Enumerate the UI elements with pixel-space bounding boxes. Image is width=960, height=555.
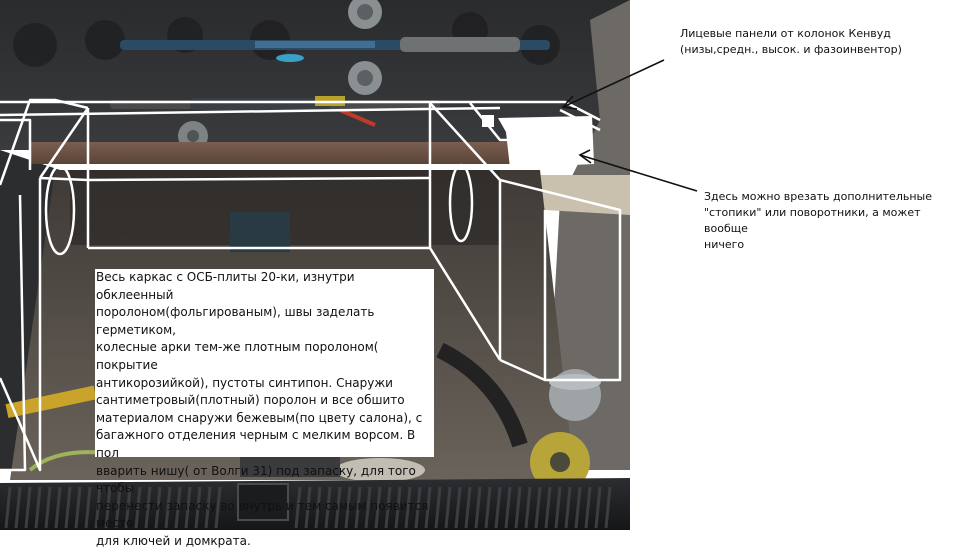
extra-lights-note-line1: Здесь можно врезать дополнительные bbox=[704, 190, 932, 203]
description-line8: вварить нишу( от Волги 31) под запаску, для того чтобы bbox=[96, 463, 416, 496]
description-line5: сантиметровый(плотный) поролон и все обшито bbox=[96, 393, 405, 408]
description-line7: багажного отделения черным с мелким ворсом. В пол bbox=[96, 428, 416, 460]
extra-lights-note-line2: "стопики" или поворотники, а может вообще bbox=[704, 206, 921, 235]
speaker-panels-note bbox=[680, 26, 950, 58]
speaker-panels-note-line1: Лицевые панели от колонок Кенвуд bbox=[680, 27, 891, 40]
description-line1: Весь каркас с ОСБ-плиты 20-ки, изнутри обклеенный bbox=[96, 270, 355, 302]
description-line3: колесные арки тем-же плотным поролоном( покрытие bbox=[96, 340, 379, 372]
description-line10: для ключей и домкрата. bbox=[96, 533, 251, 548]
description-line9: перенести запаску во внутрь и тем самым появится место bbox=[96, 498, 429, 531]
construction-description-box bbox=[95, 269, 434, 548]
extra-lights-note bbox=[704, 189, 958, 253]
brake-light-spot bbox=[498, 116, 594, 168]
description-line2: поролоном(фольгированым), швы заделать герметиком, bbox=[96, 305, 375, 337]
description-line6: материалом снаружи бежевым(по цвету салона), с bbox=[96, 410, 423, 425]
rear-shelf-plank bbox=[30, 142, 510, 164]
speaker-panels-note-line2: (низы,средн., высок. и фазоинвентор) bbox=[680, 43, 902, 56]
extra-lights-note-line3: ничего bbox=[704, 238, 745, 251]
description-line4: антикорозийкой), пустоты синтипон. Снаружи bbox=[96, 375, 393, 390]
